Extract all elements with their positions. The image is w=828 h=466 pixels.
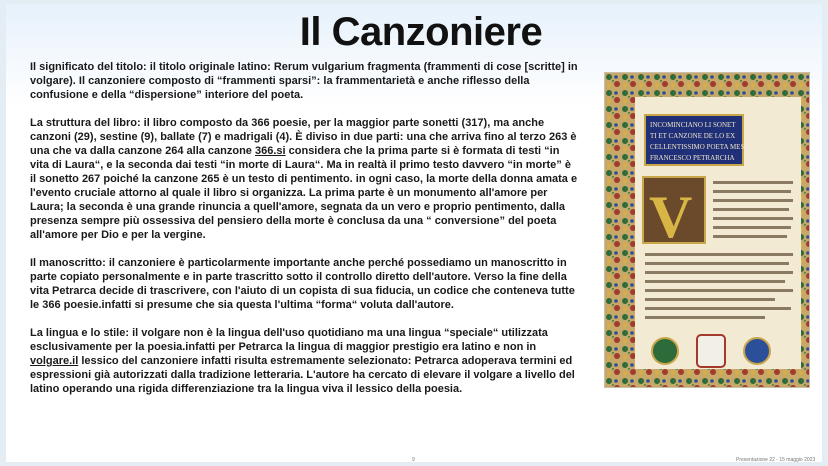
slide-title: Il Canzoniere (299, 10, 543, 54)
manuscript-image (604, 72, 810, 388)
slide (6, 4, 822, 462)
coat-of-arms (697, 335, 725, 367)
structure-text-b: considera che la prima parte si è formata di testi “in vita di Laura“, e la seconda dai testi “in morte di Laura“. Ma in realtà il primo testo davvero “in morte” è il sonetto 267 poiché la canzone 265 è un testo di pentimento. in ogni caso, la morte della donna amata e l'evento cruciale attorno al quale il libro si organizza. La prima parte è un monumento all'amore per Laura; la seconda è una grande rinuncia a quell'amore, segnata da un vero e proprio pentimento, dalla presenza sempre più ossessiva del pensiero della morte è conclusa da una “ conversione” del poeta all'amore per Dio e per la vergine. (30, 145, 578, 241)
slide-body (30, 60, 578, 410)
plaque-line-3: CELLENTISSIMO POETA MES (650, 143, 745, 151)
page-number: 9 (412, 457, 415, 463)
illuminated-initial: V (649, 184, 693, 250)
medallion-left (652, 338, 678, 364)
plaque-line-2: TI ET CANZONE DE LO EX (650, 132, 736, 140)
plaque-line-4: FRANCESCO PETRARCHA (650, 154, 735, 162)
paragraph-language (30, 326, 578, 396)
medallion-right (744, 338, 770, 364)
language-text-a: La lingua e lo stile: il volgare non è la lingua dell'uso quotidiano ma una lingua “speciale“ utilizzata esclusivamente per la poesia.infatti per Petrarca la lingua di maggior prestigio era latino e non in (30, 327, 548, 353)
footer-info: Presentazione 22 - 15 maggio 2023 (736, 457, 816, 463)
structure-text-a: La struttura del libro: il libro composto da 366 poesie, per la maggior parte sonetti (317), ma anche canzoni (29), sestine (9), ballate (7) e madrigali (4). È diviso in due parti: una che arriva fino al terzo 263 è una che va dalla canzone 264 alla canzone (30, 117, 577, 157)
plaque-line-1: INCOMINCIANO LI SONET (650, 121, 736, 129)
paragraph-title-meaning: Il significato del titolo: il titolo originale latino: Rerum vulgarium fragmenta (frammenti di cose [scritte] in volgare). Il canzoniere composto di “frammenti sparsi”: la frammentarietà e anche riflesso della confusione e della “dispersione” interiore del poeta. (30, 61, 578, 101)
language-text-b: lessico del canzoniere infatti risulta estremamente selezionato: Petrarca adoperava termini ed espressioni già autorizzati dalla tradizione letteraria. L'autore ha cercato di elevare il volgare a livello del latino operando una rigida differenziazione tra la lingua viva il lessico della poesia. (30, 355, 575, 395)
paragraph-manuscript: Il manoscritto: il canzoniere è particolarmente importante anche perché possediamo un manoscritto in parte copiato personalmente e in parte trascritto sotto il controllo diretto dell'autore. Verso la fine della vita Petrarca decide di trascrivere, con l'aiuto di un copista di sua fiducia, un codice che conteneva tutte le 366 poesie.infatti si presume che sia questa l'ultima “forma“ voluta dall'autore. (30, 257, 575, 311)
structure-link[interactable]: 366.si (254, 145, 286, 157)
paragraph-structure (30, 116, 578, 242)
language-link[interactable]: volgare.il (30, 355, 79, 367)
